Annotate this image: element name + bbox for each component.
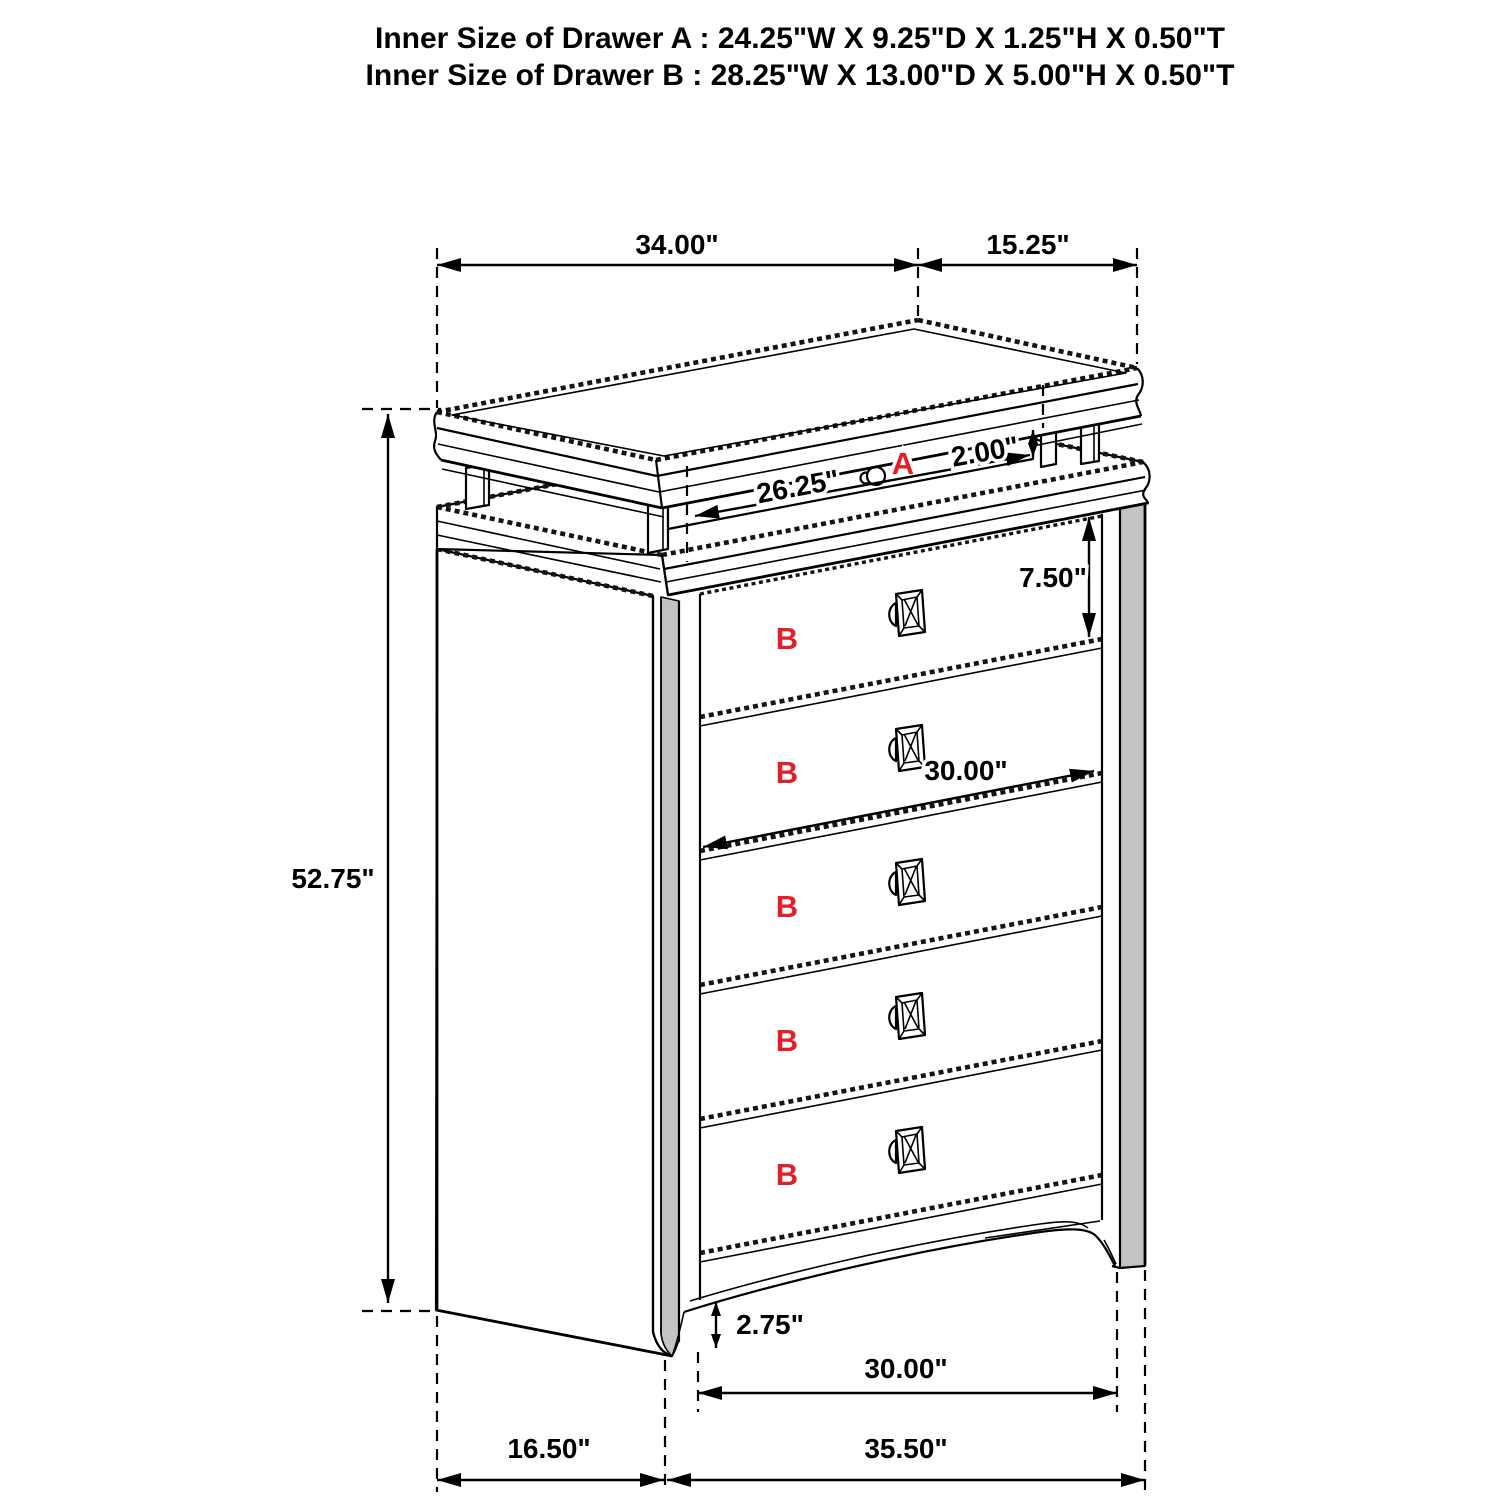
pillar-front-right [1081, 423, 1099, 464]
drawer-knob [889, 725, 925, 771]
title-drawer-a-size: Inner Size of Drawer A : 24.25"W X 9.25"D X 1.25"H X 0.50"T [375, 22, 1225, 55]
dim-body-width-label: 35.50" [864, 1433, 948, 1464]
dim-drawer-a-height-label: 2.00" [948, 430, 1021, 473]
title-block [366, 22, 1235, 92]
dim-drawer-b-height-label: 7.50" [1019, 562, 1087, 593]
drawer-knob [889, 993, 925, 1039]
chest-body [436, 415, 1150, 1356]
left-side-panel [436, 549, 672, 1356]
drawer-b-label: B [775, 755, 799, 790]
dim-side-depth-label: 16.50" [507, 1433, 591, 1464]
drawer-knob [889, 859, 925, 905]
dim-top-depth-label: 15.25" [986, 229, 1070, 260]
dim-base-clearance-label: 2.75" [736, 1309, 804, 1340]
drawer-a-label: A [891, 446, 915, 481]
drawer-b-label: B [775, 1023, 799, 1058]
dim-leg-span-label: 30.00" [864, 1353, 948, 1384]
dim-top-width-label: 34.00" [635, 229, 719, 260]
drawer-b-label: B [775, 1157, 799, 1192]
dim-drawer-b-width-label: 30.00" [924, 755, 1008, 786]
drawer-b-label: B [775, 621, 799, 656]
right-side-return [1102, 504, 1145, 1268]
title-drawer-b-size: Inner Size of Drawer B : 28.25"W X 13.00"D X 5.00"H X 0.50"T [365, 59, 1235, 92]
dim-overall-height-label: 52.75" [291, 863, 375, 894]
drawer-knob [889, 1127, 925, 1173]
drawer-b-label: B [775, 889, 799, 924]
dim-drawer-a-width-label: 26.25" [754, 463, 842, 510]
drawer-knob [889, 590, 925, 636]
left-corner-stile [653, 596, 679, 1356]
